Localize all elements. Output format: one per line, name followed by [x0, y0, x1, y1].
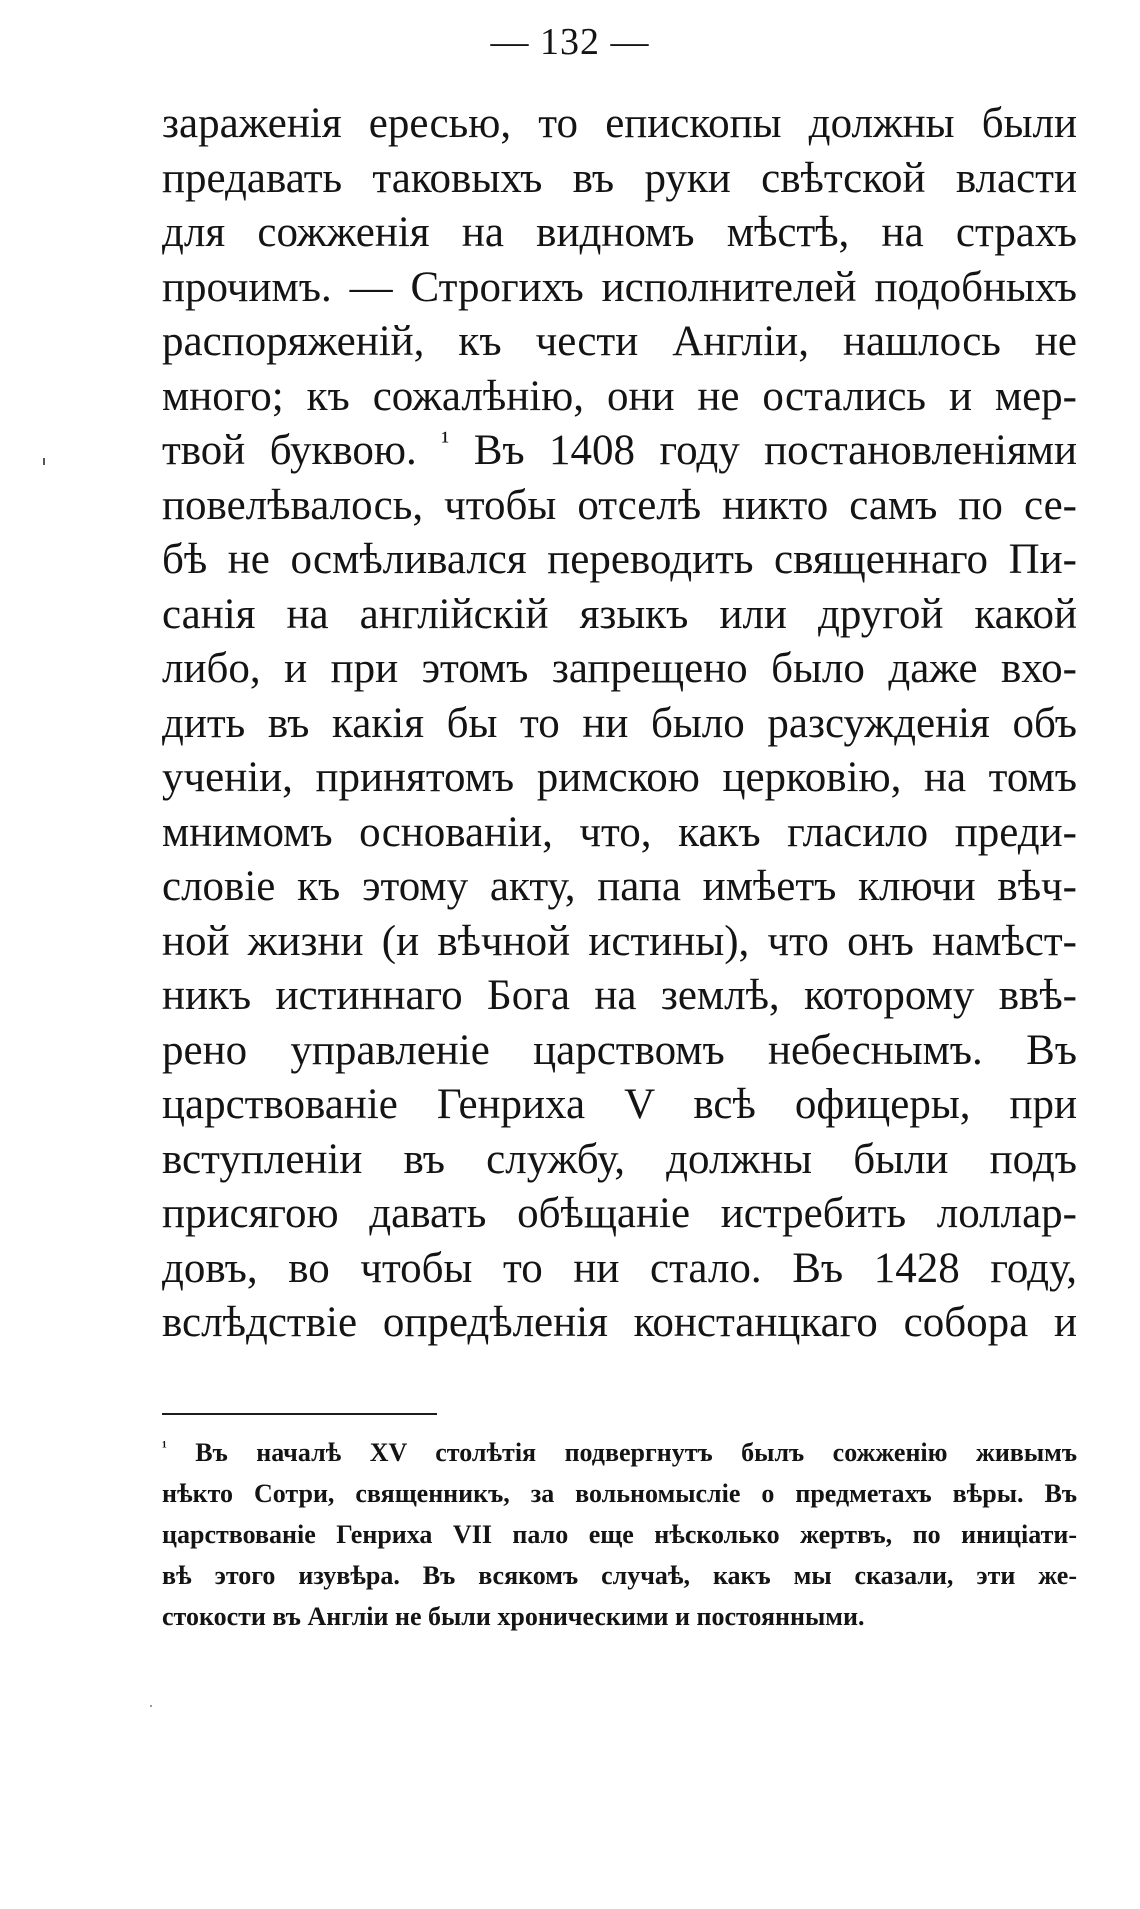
text-line: дить въ какія бы то ни было разсужденія объ	[162, 699, 1077, 747]
footnote-line: стокости въ Англіи не были хроническими и постоянными.	[162, 1602, 865, 1631]
margin-speck	[43, 458, 45, 465]
text-line: царствованіе Генриха V всѣ офицеры, при	[162, 1081, 1077, 1128]
text-segment: твой буквою.	[162, 427, 417, 474]
text-line: вступленіи въ службу, должны были подъ	[162, 1135, 1077, 1183]
text-line: никъ истиннаго Бога на землѣ, которому ввѣ-	[162, 972, 1077, 1019]
text-line: рено управленіе царствомъ небеснымъ. Въ	[162, 1026, 1077, 1074]
text-line: довъ, во чтобы то ни стало. Въ 1428 году,	[162, 1244, 1077, 1292]
text-line: распоряженій, къ чести Англіи, нашлось не	[162, 318, 1077, 365]
footnote-marker: ¹	[162, 1439, 167, 1457]
text-line: повелѣвалось, чтобы отселѣ никто самъ по се-	[162, 481, 1077, 529]
text-line: ной жизни (и вѣчной истины), что онъ намѣст-	[162, 917, 1077, 965]
scan-dot	[150, 1705, 152, 1707]
text-line: мнимомъ основаніи, что, какъ гласило преди-	[162, 808, 1077, 856]
text-line: прочимъ. — Строгихъ исполнителей подобныхъ	[162, 263, 1077, 311]
footnote-line: нѣкто Сотри, священникъ, за вольномысліе о предметахъ вѣры. Въ	[162, 1479, 1077, 1508]
text-line: присягою давать обѣщаніе истребить лоллар-	[162, 1190, 1077, 1237]
footnote-text: Въ началѣ XV столѣтія подвергнутъ былъ сожженію живымъ	[195, 1438, 1077, 1467]
page-number: — 132 —	[490, 21, 650, 63]
text-line-with-footnote-ref	[162, 424, 1077, 479]
footnote-reference: ¹	[441, 425, 450, 456]
text-line: либо, и при этомъ запрещено было даже вхо-	[162, 645, 1077, 692]
text-line: ученіи, принятомъ римскою церковію, на томъ	[162, 754, 1077, 801]
text-segment: Въ 1408 году постановленіями	[473, 427, 1077, 474]
text-line: вслѣдствіе опредѣленія констанцкаго собора и	[162, 1299, 1077, 1346]
text-line: для сожженія на видномъ мѣстѣ, на страхъ	[162, 209, 1077, 256]
body-text	[162, 97, 1077, 1351]
footnote-line	[162, 1432, 1077, 1473]
text-line: зараженія ересью, то епископы должны были	[162, 100, 1077, 147]
footnote-line: царствованіе Генриха VII пало еще нѣсколько жертвъ, по иниціати-	[162, 1520, 1077, 1549]
text-line: предавать таковыхъ въ руки свѣтской власти	[162, 154, 1077, 202]
text-line: санія на англійскій языкъ или другой какой	[162, 590, 1077, 638]
footnote-line: вѣ этого изувѣра. Въ всякомъ случаѣ, какъ мы сказали, эти же-	[162, 1561, 1077, 1590]
text-line: много; къ сожалѣнію, они не остались и мер-	[162, 372, 1077, 420]
text-line: словіе къ этому акту, папа имѣетъ ключи вѣч-	[162, 863, 1077, 910]
footnotes	[162, 1432, 1077, 1637]
text-line: бѣ не осмѣливался переводить священнаго Пи-	[162, 536, 1077, 583]
footnote-divider	[162, 1413, 437, 1415]
